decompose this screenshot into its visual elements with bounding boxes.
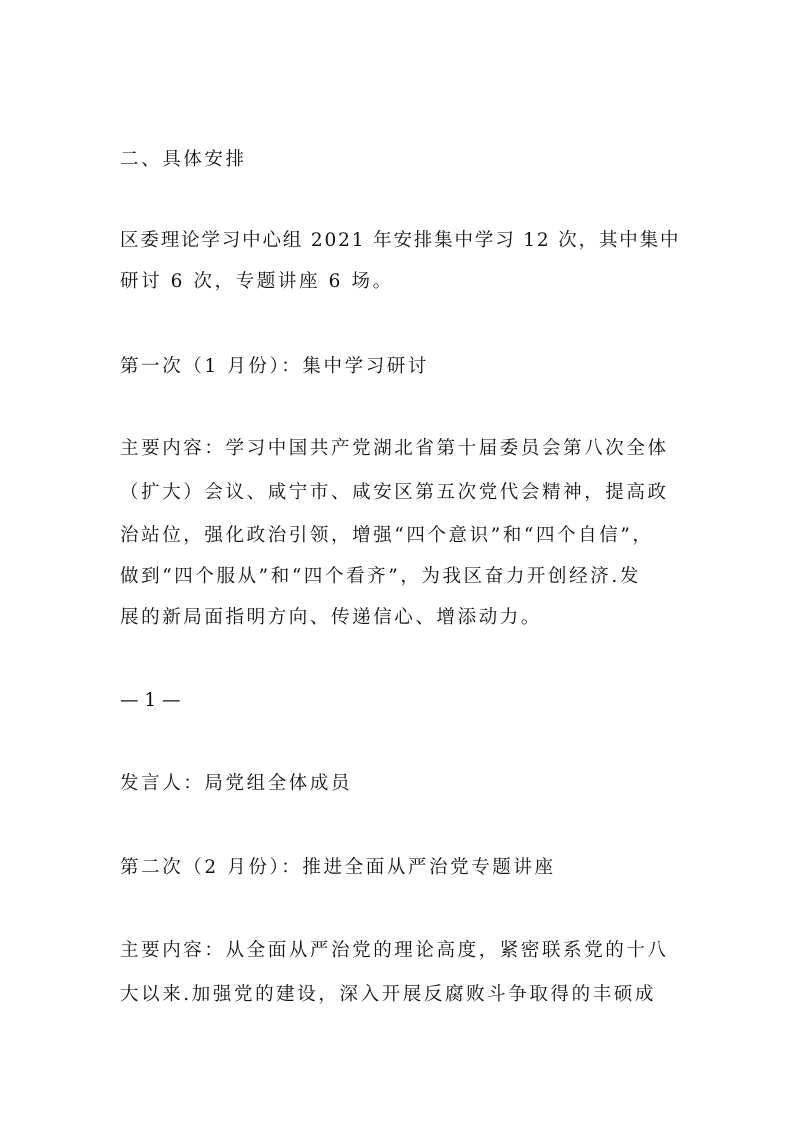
session1-speakers: 发言人：局党组全体成员 [120, 773, 353, 794]
section-heading: 二、具体安排 [120, 149, 247, 170]
session2-content-line-2: 大以来.加强党的建设，深入开展反腐败斗争取得的丰硕成 [120, 984, 656, 1005]
session1-content-line-2: （扩大）会议、咸宁市、咸安区第五次党代会精神，提高政 [120, 482, 669, 503]
session2-content-line-1: 主要内容：从全面从严治党的理论高度，紧密联系党的十八 [120, 940, 669, 961]
session1-content-line-4: 做到“四个服从”和“四个看齐”，为我区奋力开创经济.发 [120, 566, 641, 587]
page-number: — 1 — [120, 690, 181, 711]
session2-title: 第二次（2 月份）：推进全面从严治党专题讲座 [120, 857, 556, 878]
session1-content-line-3: 治站位，强化政治引领，增强“四个意识”和“四个自信”， [120, 525, 654, 546]
session1-content-line-5: 展的新局面指明方向、传递信心、增添动力。 [120, 607, 543, 628]
intro-line-1: 区委理论学习中心组 2021 年安排集中学习 12 次，其中集中 [120, 230, 681, 251]
intro-line-2: 研讨 6 次，专题讲座 6 场。 [120, 271, 394, 292]
session1-content-line-1: 主要内容：学习中国共产党湖北省第十届委员会第八次全体 [120, 438, 669, 459]
session1-title: 第一次（1 月份）：集中学习研讨 [120, 356, 430, 377]
